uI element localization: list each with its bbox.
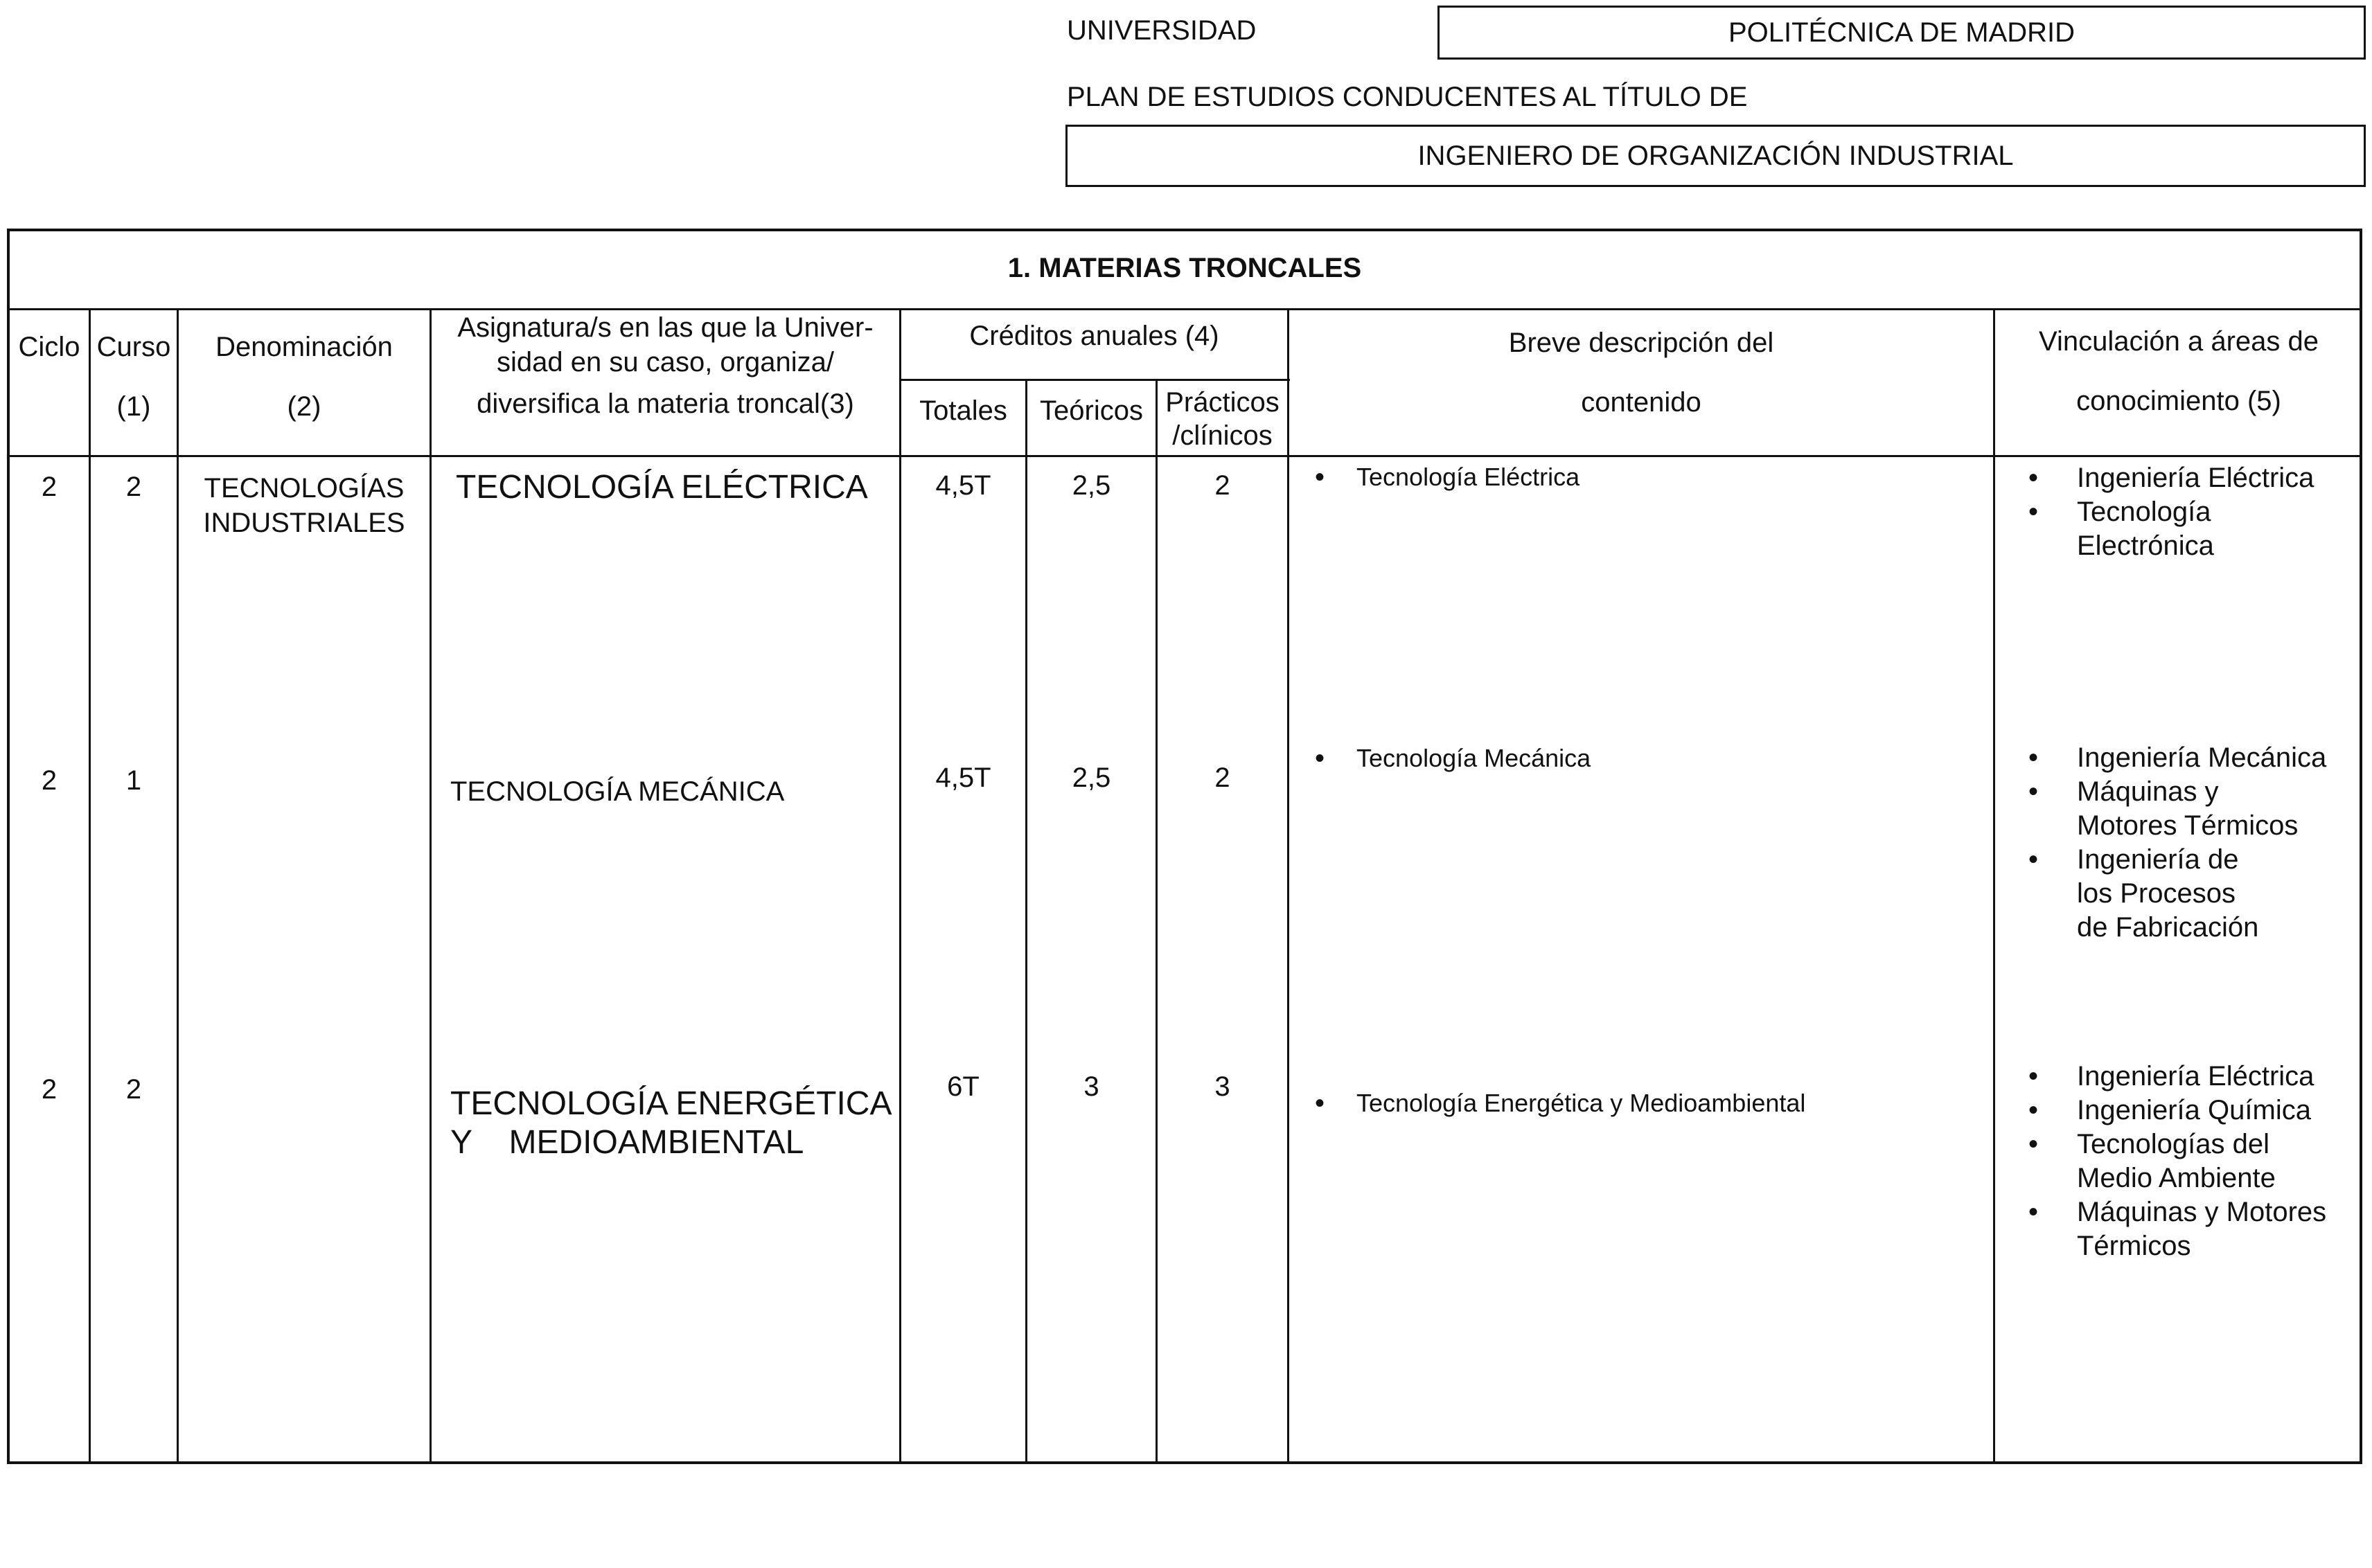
table-row-2-area-3: • Ingeniería de los Procesos de Fabricación (2023, 843, 2271, 945)
header-asignatura-line2: sidad en su caso, organiza/ (497, 347, 834, 377)
table-row-3-ciclo: 2 (41, 1074, 57, 1105)
table-row-2-area-1: • Ingeniería Mecánica (2023, 741, 2362, 775)
table-row-3-totales: 6T (947, 1071, 980, 1102)
table-row-1-asignatura: TECNOLOGÍA ELÉCTRICA (456, 469, 868, 506)
col-divider-totales (1025, 379, 1027, 1464)
table-row-3-area-3: • Tecnologías del Medio Ambiente (2023, 1128, 2305, 1195)
table-row-1-area-1: • Ingeniería Eléctrica (2023, 461, 2362, 495)
header-ciclo: Ciclo (18, 332, 80, 362)
col-divider-teoricos (1156, 379, 1158, 1464)
table-row-3-descripcion-list (1294, 1087, 1987, 1119)
header-descripcion-line1: Breve descripción del (1508, 328, 1774, 358)
denominacion-line2: INDUSTRIALES (203, 508, 405, 538)
table-row-2-ciclo: 2 (41, 765, 57, 796)
table-row-3-descripcion: • Tecnología Energética y Medioambiental (1294, 1087, 1987, 1119)
table-row-2-descripcion: • Tecnología Mecánica (1294, 742, 1980, 774)
table-row-2-asignatura: TECNOLOGÍA MECÁNICA (450, 776, 785, 807)
table-row-3-areas (2023, 1060, 2362, 1263)
header-curso: Curso (96, 332, 171, 362)
header-descripcion-line2: contenido (1581, 387, 1701, 418)
table-row-3-area-2: • Ingeniería Química (2023, 1094, 2362, 1128)
header-asignatura-line1: Asignatura/s en las que la Univer- (457, 312, 874, 343)
table-title: 1. MATERIAS TRONCALES (1007, 253, 1362, 283)
denominacion-line1: TECNOLOGÍAS (204, 473, 405, 504)
universidad-value-box (1437, 6, 2366, 60)
table-row-2-areas (2023, 741, 2362, 945)
universidad-label: UNIVERSIDAD (1067, 15, 1257, 46)
table-row-1-teoricos: 2,5 (1072, 470, 1111, 501)
plan-label: PLAN DE ESTUDIOS CONDUCENTES AL TÍTULO DE (1067, 82, 1748, 112)
universidad-value: POLITÉCNICA DE MADRID (1728, 17, 2076, 48)
table-row-3-practicos: 3 (1214, 1071, 1230, 1102)
header-teoricos: Teóricos (1040, 395, 1143, 426)
table-row-3-area-4: • Máquinas y Motores Térmicos (2023, 1195, 2368, 1263)
table-row-1-area-2: • Tecnología Electrónica (2023, 495, 2257, 563)
table-row-3-asignatura (450, 1085, 892, 1162)
table-row-3-asignatura-line1: TECNOLOGÍA ENERGÉTICA (450, 1085, 892, 1122)
header-divider (7, 455, 2362, 457)
table-row-2-totales: 4,5T (935, 763, 991, 793)
creditos-subheader-divider (899, 379, 1290, 381)
header-creditos: Créditos anuales (4) (969, 321, 1219, 351)
col-divider-descripcion (1993, 308, 1995, 1464)
table-row-1-practicos: 2 (1214, 470, 1230, 501)
header-vinculacion-line2: conocimiento (5) (2076, 386, 2281, 416)
title-divider (7, 308, 2362, 310)
table-row-3-area-1: • Ingeniería Eléctrica (2023, 1060, 2362, 1094)
table-row-2-teoricos: 2,5 (1072, 763, 1111, 793)
col-divider-denominacion (430, 308, 432, 1464)
header-denominacion: Denominación (215, 332, 393, 362)
table-row-2-curso: 1 (125, 765, 142, 796)
table-row-2-area-2: • Máquinas y Motores Térmicos (2023, 775, 2299, 843)
header-practicos-line2: /clínicos (1172, 420, 1273, 451)
titulo-value-box (1065, 125, 2366, 187)
table-row-1-areas (2023, 461, 2362, 563)
table-row-3-teoricos: 3 (1083, 1071, 1099, 1102)
header-totales: Totales (919, 395, 1007, 426)
col-divider-practicos (1287, 308, 1289, 1464)
header-asignatura-line3: diversifica la materia troncal(3) (477, 389, 854, 419)
table-row-2-practicos: 2 (1214, 763, 1230, 793)
table-row-3-curso: 2 (125, 1074, 142, 1105)
table-row-1-descripcion: • Tecnología Eléctrica (1294, 461, 1980, 493)
table-row-1-totales: 4,5T (935, 470, 991, 501)
titulo-value: INGENIERO DE ORGANIZACIÓN INDUSTRIAL (1417, 140, 2014, 171)
header-practicos-line1: Prácticos (1165, 387, 1280, 418)
denominacion-value (179, 471, 430, 540)
header-vinculacion-line1: Vinculación a áreas de (2039, 326, 2319, 357)
table-row-3-asignatura-line2: Y MEDIOAMBIENTAL (450, 1124, 804, 1161)
table-row-1-ciclo: 2 (41, 472, 57, 502)
header-curso-note: (1) (116, 391, 151, 422)
table-row-1-curso: 2 (125, 472, 142, 502)
table-row-1-descripcion-list (1294, 461, 1980, 493)
table-row-2-descripcion-list (1294, 742, 1980, 774)
header-denominacion-note: (2) (287, 391, 321, 422)
